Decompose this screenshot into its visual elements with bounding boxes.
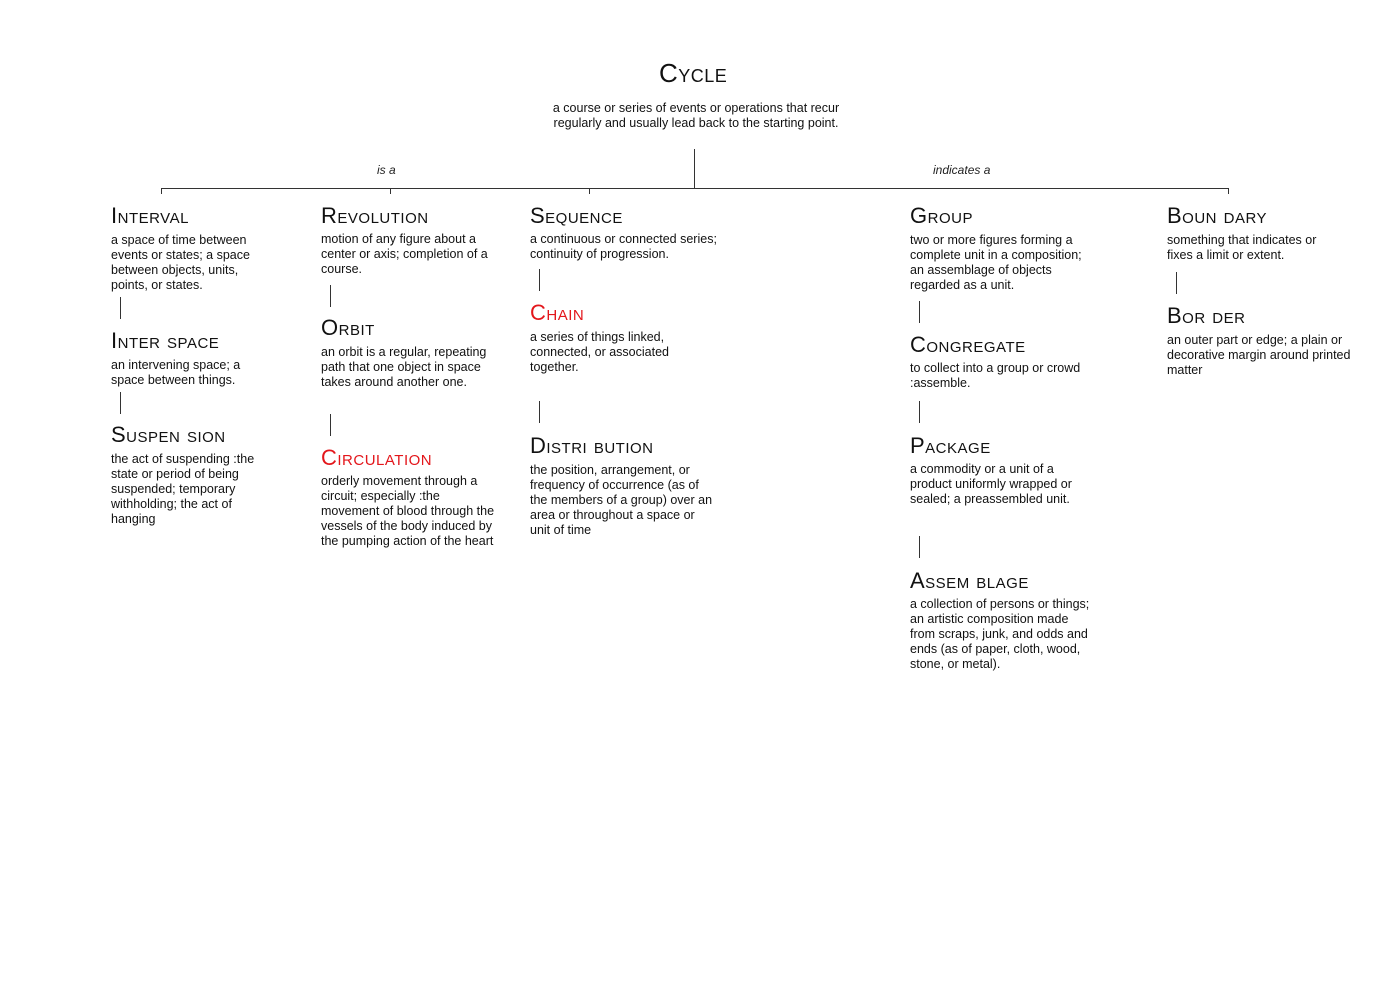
node-connector [1176, 272, 1177, 294]
node-definition: an outer part or edge; a plain or decorative margin around printed matter [1167, 333, 1351, 377]
node-connector [330, 285, 331, 307]
node-title: Group [910, 203, 973, 228]
root-title: Cycle [659, 58, 728, 88]
node-title: Suspen sion [111, 422, 226, 447]
node-connector [539, 269, 540, 291]
node-connector [539, 401, 540, 423]
node-title: Orbit [321, 315, 375, 340]
branch-tick-2 [390, 188, 391, 194]
node-definition: the position, arrangement, or frequency of occurrence (as of the members of a group) over an area or throughout a space or unit of time [530, 463, 713, 537]
node-definition: a continuous or connected series; continuity of progression. [530, 232, 717, 261]
node-title-highlight: Circulation [321, 445, 433, 470]
node-definition: a series of things linked, connected, or associated together. [530, 330, 669, 374]
node-title: Package [910, 433, 991, 458]
node-title: Bor der [1167, 303, 1246, 328]
node-definition: a collection of persons or things; an artistic composition made from scraps, junk, and odds and ends (as of paper, cloth, wood, stone, or metal). [910, 597, 1090, 671]
node-title: Sequence [530, 203, 623, 228]
node-definition: a space of time between events or states; a space between objects, units, points, or states. [111, 233, 250, 292]
node-title: Assem blage [910, 568, 1029, 593]
node-definition: something that indicates or fixes a limit or extent. [1167, 233, 1317, 262]
node-connector [120, 297, 121, 319]
node-definition: an intervening space; a space between things. [111, 358, 241, 387]
node-connector [330, 414, 331, 436]
node-connector [919, 401, 920, 423]
node-title: Distri bution [530, 433, 654, 458]
node-title: Congregate [910, 332, 1026, 357]
branch-line [161, 188, 1228, 189]
node-connector [919, 536, 920, 558]
relation-label-left: is a [377, 163, 396, 177]
node-connector [120, 392, 121, 414]
node-title: Inter space [111, 328, 220, 353]
relation-label-right: indicates a [933, 163, 991, 177]
node-title: Interval [111, 203, 189, 228]
branch-tick-1 [161, 188, 162, 194]
node-definition: the act of suspending :the state or period of being suspended; temporary withholding; the act of hanging [111, 452, 255, 526]
node-definition: a commodity or a unit of a product uniformly wrapped or sealed; a preassembled unit. [910, 462, 1072, 506]
node-title-highlight: Chain [530, 300, 585, 325]
node-definition: to collect into a group or crowd :assemble. [910, 361, 1081, 390]
node-title: Boun dary [1167, 203, 1268, 228]
branch-tick-3 [589, 188, 590, 194]
node-connector [919, 301, 920, 323]
node-definition: an orbit is a regular, repeating path that one object in space takes around another one. [321, 345, 487, 389]
root-connector [694, 149, 695, 188]
root-definition: a course or series of events or operations that recur regularly and usually lead back to the starting point. [552, 101, 840, 130]
branch-tick-5 [1228, 188, 1229, 194]
node-definition: orderly movement through a circuit; especially :the movement of blood through the vessels of the body induced by the pumping action of the heart [321, 474, 495, 548]
node-title: Revolution [321, 203, 429, 228]
node-definition: motion of any figure about a center or axis; completion of a course. [321, 232, 488, 276]
node-definition: two or more figures forming a complete unit in a composition; an assemblage of objects regarded as a unit. [910, 233, 1082, 292]
